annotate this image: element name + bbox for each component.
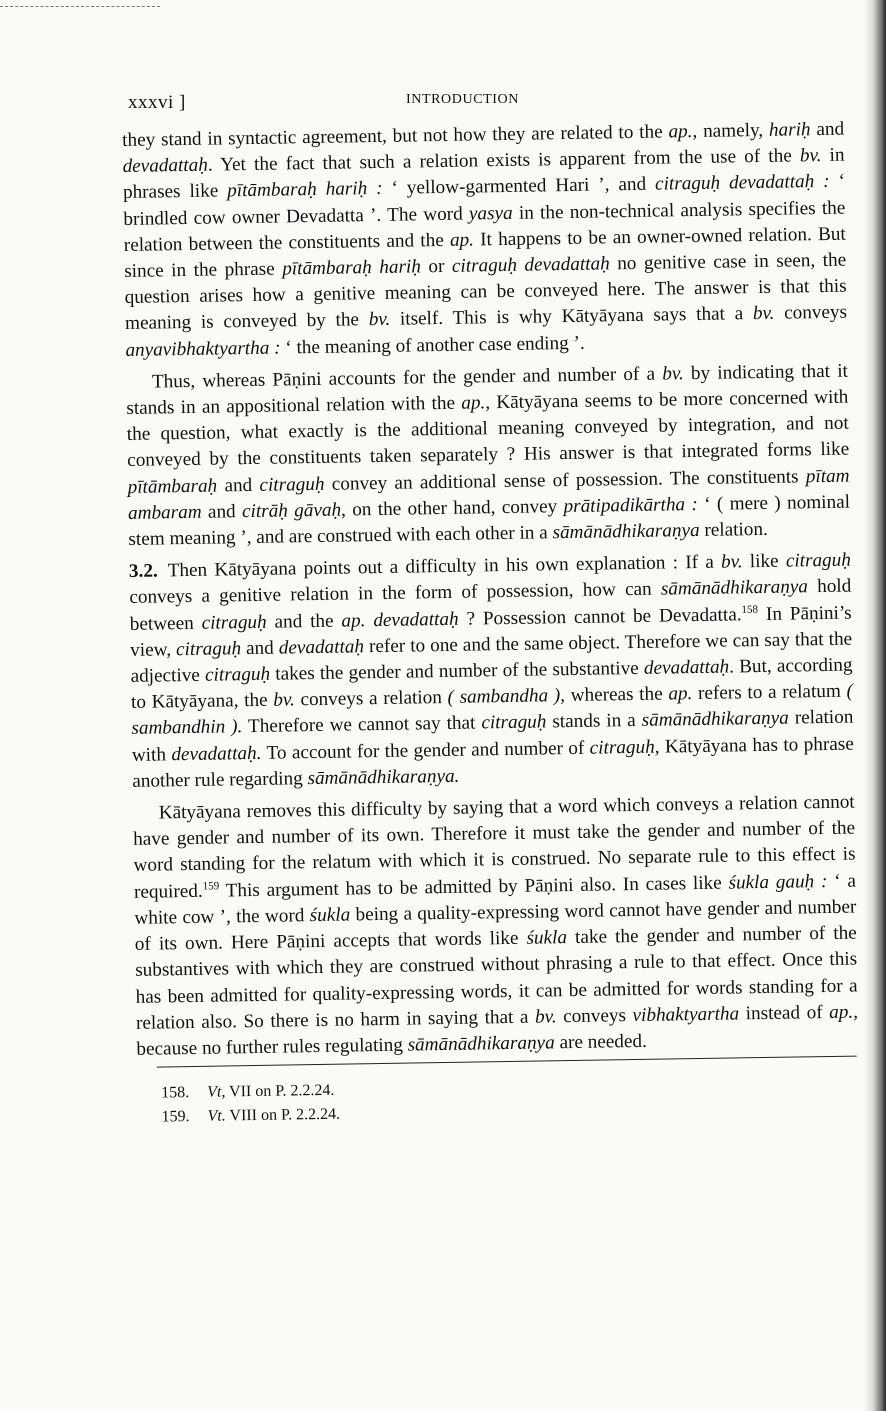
- footnote-ref-158: 158: [741, 603, 759, 616]
- footnotes: [161, 1071, 860, 1130]
- paragraph-1: they stand in syntactic agreement, but not how they are related to the ap., namely, hariḥ and devadattaḥ. Yet the fact that such a relation exists is apparent from the use of the bv. in phrases like pītāmbaraḥ hariḥ : ‘ yellow-garmented Hari ’, and citraguḥ devadattaḥ : ‘ brindled cow owner Devadatta ’. The word yasya in the non-technical analysis specifies the relation between the constituents and the ap. It happens to be an owner-owned relation. But since in the phrase pītāmbaraḥ hariḥ or citraguḥ devadattaḥ no genitive case in seen, the question arises how a genitive meaning can be conveyed here. The answer is that this meaning is conveyed by the bv. itself. This is why Kātyāyana says that a bv. conveys anyavibhaktyartha : ‘ the meaning of another case ending ’.: [122, 118, 848, 361]
- paragraph-2: Thus, whereas Pāṇini accounts for the gender and number of a bv. by indicating that it stands in an appositional relation with the ap., Kātyāyana seems to be more concerned with the question, what exactly is the additional meaning conveyed by integration, and not conveyed by the constituents taken separately ? His answer is that integrated forms like pītāmbaraḥ and citraguḥ convey an additional sense of possession. The constituents pītam ambaram and citrāḥ gāvaḥ, on the other hand, convey prātipadikārtha : ‘ ( mere ) nominal stem meaning ’, and are construed with each other in a sāmānādhikaraṇya relation.: [126, 360, 851, 550]
- section-3-2-paragraph: 3.2. Then Kātyāyana points out a difficulty in his own explanation : If a bv. like citraguḥ conveys a genitive relation in the form of possession, how can sāmānādhikaraṇya hold between citraguḥ and the ap. devadattaḥ ? Possession cannot be Devadatta.$^{158}$ In Pāṇini’s view, citraguḥ and devadattaḥ refer to one and the same object. Therefore we can say that the adjective citraguḥ takes the gender and number of the substantive devadattaḥ. But, according to Kātyāyana, the bv. conveys a relation ( sambandha ), whereas the ap. refers to a relatum ( sambandhin ). Therefore we cannot say that citraguḥ stands in a sāmānādhikaraṇya relation with devadattaḥ. To account for the gender and number of citraguḥ, Kātyāyana has to phrase another rule regarding sāmānādhikaraṇya.: [128, 549, 854, 792]
- page-number: xxxvi ]: [128, 92, 186, 113]
- footnote-ref-159: 159: [202, 879, 220, 893]
- section-number: 3.2.: [128, 560, 158, 583]
- paragraph-4: Kātyāyana removes this difficulty by saying that a word which conveys a relation cannot have gender and number of its own. Therefore it must take the gender and number of the word standing for the relatum with which it is construed. No separate rule to this effect is required.$^{159}$ This argument has to be admitted by Pāṇini also. In cases like śukla gauḥ : ‘ a white cow ’, the word śukla being a quality-expressing word cannot have gender and number of its own. Here Pāṇini accepts that words like śukla take the gender and number of the substantives with which they are construed without phrasing a rule to that effect. Once this has been admitted for quality-expressing words, it can be admitted for words standing for a relation also. So there is no harm in saying that a bv. conveys vibhaktyartha instead of ap., because no further rules regulating sāmānādhikaraṇya are needed.: [133, 791, 859, 1060]
- scan-artifact-line: [0, 6, 160, 7]
- page-header: [128, 92, 828, 118]
- page-body: [122, 117, 860, 1130]
- footnote-159: 159. Vt. VIII on P. 2.2.24.: [161, 1105, 341, 1126]
- page-binding-shadow: [864, 0, 886, 1411]
- running-title: INTRODUCTION: [406, 92, 519, 107]
- footnote-158: 158. Vt, VII on P. 2.2.24.: [161, 1081, 335, 1102]
